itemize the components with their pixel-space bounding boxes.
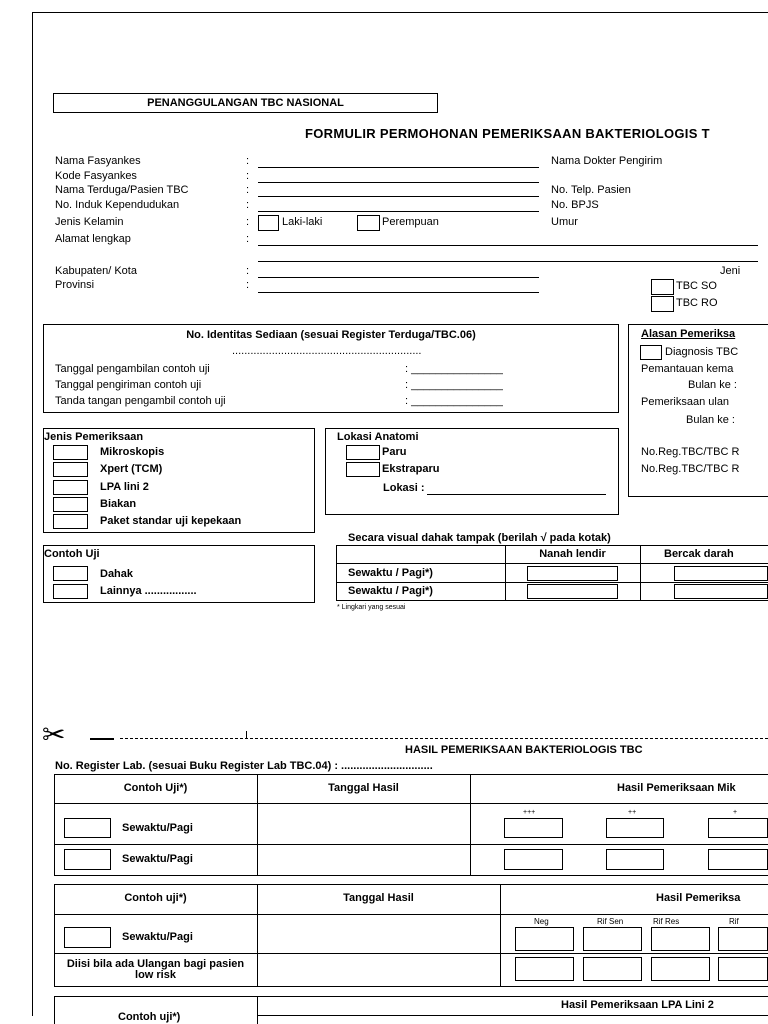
sediaan-row-value[interactable]: : _______________ [405, 363, 503, 375]
kabupaten-field[interactable] [258, 277, 539, 278]
nanah-checkbox-1[interactable] [527, 566, 618, 581]
laki-checkbox[interactable] [258, 215, 279, 231]
form-title: FORMULIR PERMOHONAN PEMERIKSAAN BAKTERIOLOGIS T [305, 126, 710, 141]
t2-result-box[interactable] [718, 957, 768, 981]
lpa-checkbox[interactable] [53, 480, 88, 495]
nama-fasyankes-field[interactable] [258, 167, 539, 168]
sediaan-title: No. Identitas Sediaan (sesuai Register Terduga/TBC.06) [186, 329, 476, 341]
t1-result-box[interactable] [504, 849, 563, 870]
lokasi-field[interactable] [427, 494, 606, 495]
paket-checkbox[interactable] [53, 514, 88, 529]
t1-row1-checkbox[interactable] [64, 818, 111, 838]
t3-line [257, 1015, 768, 1016]
paru-label: Paru [382, 446, 407, 458]
dahak-label: Dahak [100, 568, 134, 580]
ekstraparu-checkbox[interactable] [346, 462, 380, 477]
perempuan-label: Perempuan [382, 216, 439, 228]
mikroskopis-checkbox[interactable] [53, 445, 88, 460]
t2-col-tanggal: Tanggal Hasil [343, 892, 414, 904]
ekstraparu-label: Ekstraparu [382, 463, 440, 475]
provinsi-field[interactable] [258, 292, 539, 293]
paru-checkbox[interactable] [346, 445, 380, 460]
t1-col-hasil: Hasil Pemeriksaan Mik [617, 782, 736, 794]
t1-line [54, 844, 768, 845]
jenis-item: Mikroskopis [100, 446, 165, 458]
t1-grade: +++ [523, 809, 536, 816]
perempuan-checkbox[interactable] [357, 215, 380, 231]
scissors-icon: ✂ [42, 719, 66, 750]
visual-row: Sewaktu / Pagi*) [348, 567, 433, 579]
t2-result-box[interactable] [651, 927, 710, 951]
sediaan-row-label: Tanggal pengambilan contoh uji [55, 363, 210, 375]
jenis-item: Biakan [100, 498, 137, 510]
t2-line [54, 953, 768, 954]
colon: : [246, 265, 250, 277]
label-bpjs: No. BPJS [551, 199, 599, 211]
label-alamat: Alamat lengkap [55, 233, 131, 245]
t1-col-tanggal: Tanggal Hasil [328, 782, 399, 794]
colon: : [246, 170, 250, 182]
t2-result-box[interactable] [583, 957, 642, 981]
colon: : [246, 155, 250, 167]
colon: : [246, 233, 250, 245]
xpert-checkbox[interactable] [53, 462, 88, 477]
alamat-field[interactable] [258, 245, 758, 246]
contoh-title: Contoh Uji [44, 548, 100, 560]
t1-grade: + [733, 809, 738, 816]
t1-col-contoh: Contoh Uji*) [123, 782, 188, 794]
label-jenis-pasien: Jeni [720, 265, 741, 277]
sediaan-row-value[interactable]: : _______________ [405, 379, 503, 391]
hasil-title: HASIL PEMERIKSAAN BAKTERIOLOGIS TBC [405, 744, 643, 756]
t1-result-box[interactable] [504, 818, 563, 838]
visual-title: Secara visual dahak tampak (berilah √ pada kotak) [348, 532, 611, 544]
visual-note: * Lingkari yang sesuai [337, 604, 406, 611]
t2-result-box[interactable] [718, 927, 768, 951]
page-top-border [32, 12, 768, 13]
label-dokter: Nama Dokter Pengirim [551, 155, 663, 167]
label-jenis-kelamin: Jenis Kelamin [55, 216, 124, 228]
colon: : [246, 199, 250, 211]
t1-result-box[interactable] [606, 818, 664, 838]
t1-line [470, 774, 471, 875]
nanah-checkbox-2[interactable] [527, 584, 618, 599]
noreg-label-2: No.Reg.TBC/TBC R [641, 463, 740, 475]
t1-row-label: Sewaktu/Pagi [122, 822, 193, 834]
t1-result-box[interactable] [708, 849, 768, 870]
laki-label: Laki-laki [282, 216, 323, 228]
tbc-ro-label: TBC RO [676, 297, 718, 309]
sediaan-dots: .............................................................. [232, 345, 422, 357]
t1-grade: ++ [628, 809, 637, 816]
alasan-title: Alasan Pemeriksa [641, 328, 736, 340]
label-kabupaten: Kabupaten/ Kota [55, 265, 137, 277]
label-kode-fasyankes: Kode Fasyankes [55, 170, 137, 182]
hasil-register: No. Register Lab. (sesuai Buku Register Lab TBC.04) : .............................. [55, 760, 433, 772]
jenis-item: LPA lini 2 [100, 481, 149, 493]
t2-line [500, 884, 501, 986]
visual-table-line [336, 582, 768, 583]
sediaan-row-value[interactable]: : _______________ [405, 395, 503, 407]
visual-row: Sewaktu / Pagi*) [348, 585, 433, 597]
t1-result-box[interactable] [606, 849, 664, 870]
t2-row-label: Sewaktu/Pagi [122, 931, 193, 943]
t1-row-label: Sewaktu/Pagi [122, 853, 193, 865]
kode-fasyankes-field[interactable] [258, 182, 539, 183]
noreg-label: No.Reg.TBC/TBC R [641, 446, 740, 458]
pemantauan-label: Pemantauan kema [641, 363, 734, 375]
alamat-field-2[interactable] [258, 261, 758, 262]
diagnosis-checkbox[interactable] [640, 345, 662, 360]
t2-row2-label: Diisi bila ada Ulangan bagi pasien [66, 958, 245, 970]
label-provinsi: Provinsi [55, 279, 95, 291]
t1-line [54, 803, 768, 804]
t2-sub-col: Neg [534, 917, 549, 926]
diagnosis-label: Diagnosis TBC [665, 346, 739, 358]
visual-col-nanah: Nanah lendir [539, 548, 606, 560]
t3-col-hasil: Hasil Pemeriksaan LPA Lini 2 [561, 999, 714, 1011]
jenis-title: Jenis Pemeriksaan [44, 431, 144, 443]
nik-field[interactable] [258, 211, 539, 212]
visual-table-line [640, 545, 641, 600]
label-umur: Umur [551, 216, 578, 228]
t2-row2-label-2: low risk [135, 969, 176, 981]
label-nik: No. Induk Kependudukan [55, 199, 180, 211]
cut-line-tick [246, 731, 247, 738]
nama-terduga-field[interactable] [258, 196, 539, 197]
visual-table-line [336, 563, 768, 564]
t3-line [54, 996, 55, 1024]
bulan-ke-label-2: Bulan ke : [686, 414, 735, 426]
t2-line [54, 884, 768, 885]
t2-result-box[interactable] [515, 927, 574, 951]
t1-row2-checkbox[interactable] [64, 849, 111, 870]
t2-result-box[interactable] [515, 957, 574, 981]
colon: : [246, 184, 250, 196]
lainnya-checkbox[interactable] [53, 584, 88, 599]
sediaan-row-label: Tanggal pengiriman contoh uji [55, 379, 202, 391]
label-nama-terduga: Nama Terduga/Pasien TBC [55, 184, 189, 196]
ulang-label: Pemeriksaan ulan [641, 396, 730, 408]
cut-line-solid [90, 738, 114, 740]
visual-table-line [336, 545, 337, 600]
lokasi-title: Lokasi Anatomi [337, 431, 419, 443]
tbc-so-label: TBC SO [676, 280, 717, 292]
jenis-item: Xpert (TCM) [100, 463, 163, 475]
dahak-checkbox[interactable] [53, 566, 88, 581]
program-title: PENANGGULANGAN TBC NASIONAL [147, 97, 344, 109]
t3-col-contoh: Contoh uji*) [118, 1011, 181, 1023]
biakan-checkbox[interactable] [53, 497, 88, 512]
t3-line [257, 996, 258, 1024]
t1-result-box[interactable] [708, 818, 768, 838]
jenis-item: Paket standar uji kepekaan [100, 515, 242, 527]
t2-col-contoh: Contoh uji*) [124, 892, 187, 904]
label-nama-fasyankes: Nama Fasyankes [55, 155, 141, 167]
t2-sub-col: Rif Res [653, 917, 680, 926]
tbc-ro-checkbox[interactable] [651, 296, 674, 312]
lokasi-label: Lokasi : [383, 482, 425, 494]
visual-table-line [336, 545, 768, 546]
t2-col-hasil: Hasil Pemeriksa [656, 892, 741, 904]
lainnya-label: Lainnya ................. [100, 585, 197, 597]
t2-line [54, 986, 768, 987]
cut-line-dashed [120, 738, 768, 739]
sediaan-row-label: Tanda tangan pengambil contoh uji [55, 395, 226, 407]
colon: : [246, 216, 250, 228]
label-telp: No. Telp. Pasien [551, 184, 631, 196]
visual-col-bercak: Bercak darah [664, 548, 734, 560]
page-left-border [32, 12, 33, 1016]
t1-line [54, 774, 768, 775]
t2-row1-checkbox[interactable] [64, 927, 111, 948]
t2-result-box[interactable] [583, 927, 642, 951]
colon: : [246, 279, 250, 291]
program-box [53, 93, 438, 113]
bercak-checkbox-2[interactable] [674, 584, 768, 599]
t2-result-box[interactable] [651, 957, 710, 981]
tbc-so-checkbox[interactable] [651, 279, 674, 295]
t3-line [54, 996, 768, 997]
t2-sub-col: Rif Sen [597, 917, 624, 926]
bulan-ke-label: Bulan ke : [688, 379, 737, 391]
bercak-checkbox-1[interactable] [674, 566, 768, 581]
t1-line [54, 875, 768, 876]
t2-sub-col: Rif [729, 917, 739, 926]
